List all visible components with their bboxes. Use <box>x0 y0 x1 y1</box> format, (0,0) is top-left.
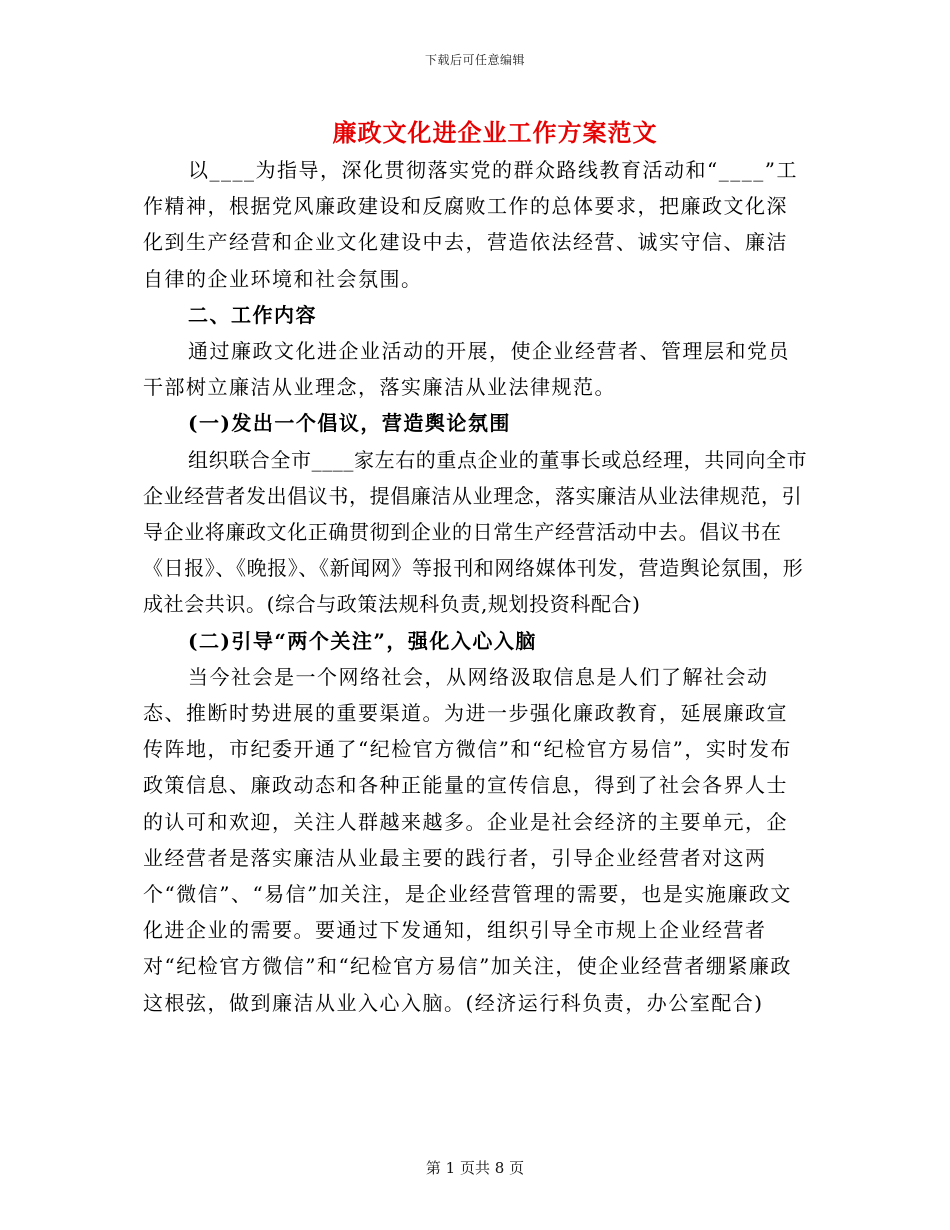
intro-paragraph: 以____为指导，深化贯彻落实党的群众路线教育活动和“____”工作精神，根据党风廉政建设和反腐败工作的总体要求，把廉政文化深化到生产经营和企业文化建设中去，营造依法经营、诚实守信、廉洁自律的企业环境和社会氛围。 <box>143 158 798 291</box>
section-heading-work-content: 二、工作内容 <box>188 302 317 327</box>
page-footer: 第 1 页共 8 页 <box>425 1159 525 1177</box>
item-heading-initiative: (一)发出一个倡议，营造舆论氛围 <box>188 411 511 436</box>
document-body <box>143 152 808 1021</box>
header-note: 下载后可任意编辑 <box>424 53 525 67</box>
item-paragraph-initiative: 组织联合全市____家左右的重点企业的董事长或总经理，共同向全市企业经营者发出倡议书，提倡廉洁从业理念，落实廉洁从业法律规范，引导企业将廉政文化正确贯彻到企业的日常生产经营活动中去。倡议书在《日报》、《晚报》、《新闻网》等报刊和网络媒体刊发，营造舆论氛围，形成社会共识。(综合与政策法规科负责,规划投资科配合) <box>143 447 808 617</box>
document-title: 廉政文化进企业工作方案范文 <box>332 118 658 147</box>
item-heading-two-follows: (二)引导“两个关注”，强化入心入脑 <box>188 628 537 653</box>
section-paragraph-work-content: 通过廉政文化进企业活动的开展，使企业经营者、管理层和党员干部树立廉洁从业理念，落实廉洁从业法律规范。 <box>143 339 790 400</box>
item-paragraph-two-follows: 当今社会是一个网络社会，从网络汲取信息是人们了解社会动态、推断时势进展的重要渠道。为进一步强化廉政教育，延展廉政宣传阵地，市纪委开通了“纪检官方微信”和“纪检官方易信”，实时发布政策信息、廉政动态和各种正能量的宣传信息，得到了社会各界人士的认可和欢迎，关注人群越来越多。企业是社会经济的主要单元，企业经营者是落实廉洁从业最主要的践行者，引导企业经营者对这两个“微信”、“易信”加关注，是企业经营管理的需要，也是实施廉政文化进企业的需要。要通过下发通知，组织引导全市规上企业经营者对“纪检官方微信”和“纪检官方易信”加关注，使企业经营者绷紧廉政这根弦，做到廉洁从业入心入脑。(经济运行科负责，办公室配合) <box>143 664 792 1015</box>
